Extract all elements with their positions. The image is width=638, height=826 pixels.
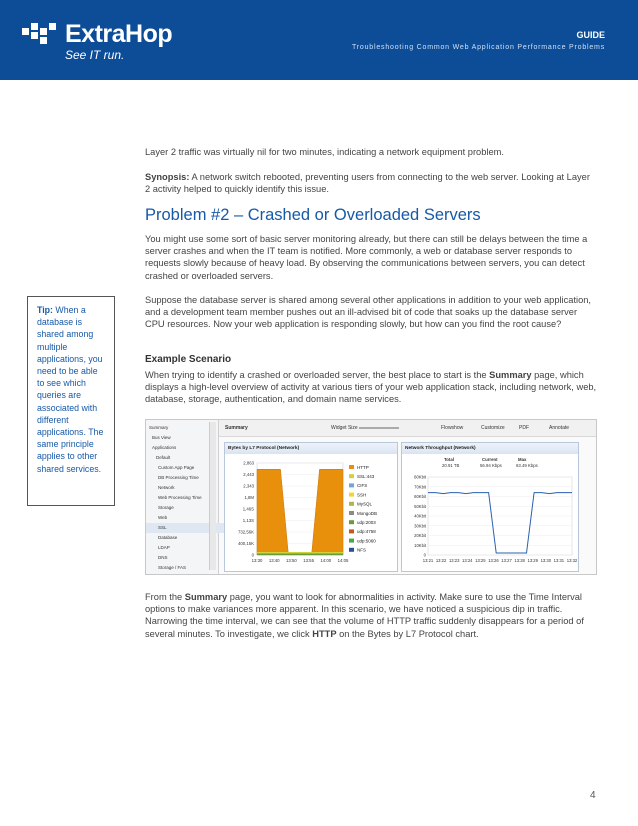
- nav-item-web[interactable]: Web: [158, 515, 168, 520]
- example-scenario-heading: Example Scenario: [145, 354, 232, 365]
- nav-item-ldap[interactable]: LDAP: [158, 545, 170, 550]
- chart1-ytick: 732,56K: [237, 529, 254, 535]
- paragraph-database-shared: Suppose the database server is shared among several other applications in addition to your web application, and a development team member pushes out an ill-advised bit of code that soaks up the database server CPU resources. Now your web application is responding slowly, but how can you find the root cause?: [145, 295, 592, 330]
- network-throughput-chart: [402, 455, 578, 570]
- nav-item-applications[interactable]: Applications: [152, 445, 177, 450]
- chart1-xtick: 14:00: [320, 558, 332, 563]
- network-throughput-panel: [401, 442, 579, 572]
- nav-item-ssl[interactable]: SSL: [146, 523, 228, 533]
- chart1-xtick: 14:05: [337, 558, 349, 563]
- chart1-xtick: 13:55: [303, 558, 314, 563]
- chart1-legend-nfs[interactable]: NFS: [357, 547, 366, 553]
- chart1-legend-swatch: [349, 483, 354, 487]
- chart1-ytick: 1,8M: [244, 495, 254, 500]
- bytes-by-l7-chart: [225, 455, 397, 570]
- chart1-legend-swatch: [349, 465, 354, 469]
- chart1-legend-udp-2003[interactable]: udp:2003: [357, 520, 376, 525]
- page-number: 4: [590, 790, 596, 801]
- chart2-ytick: 50Kbit: [414, 503, 426, 509]
- p5-text-e: on the Bytes by L7 Protocol chart.: [336, 628, 479, 639]
- nav-item-db-processing-time[interactable]: DB Processing Time: [158, 475, 199, 480]
- chart2-xtick: 13:32: [566, 558, 578, 563]
- chart2-xtick: 13:28: [514, 558, 525, 563]
- nav-item-default[interactable]: Default: [156, 455, 171, 460]
- chart2-ytick: 0: [423, 552, 426, 558]
- tip-box: [27, 296, 115, 506]
- nav-item-custom-app-page[interactable]: Custom App Page: [158, 465, 195, 470]
- nav-item-network[interactable]: Network: [158, 485, 175, 490]
- chart1-ytick: 400,15K: [237, 541, 254, 546]
- nav-item-storage-fas[interactable]: Storage / FAS: [158, 565, 187, 570]
- chart1-ytick: 1,13S: [242, 518, 254, 523]
- chart1-xtick: 13:50: [286, 558, 297, 563]
- synopsis-text: A network switch rebooted, preventing users from connecting to the web server. Looking at Layer 2 activity helped to quickly identify this issue.: [145, 172, 590, 195]
- chart1-ytick: 2,863: [243, 460, 254, 466]
- chart1-series-udp: [257, 554, 343, 556]
- paragraph-layer2: Layer 2 traffic was virtually nil for two minutes, indicating a network equipment problem.: [145, 147, 504, 157]
- chart2-ytick: 80Kbit: [414, 474, 426, 480]
- toolbar-link-customize[interactable]: Customize: [481, 425, 505, 431]
- nav-item-summary[interactable]: Summary: [149, 425, 169, 430]
- logo-wordmark: ExtraHop: [65, 20, 173, 48]
- chart1-legend-swatch: [349, 539, 354, 543]
- chart1-ytick: 2,343: [243, 483, 254, 489]
- chart2-xtick: 13:25: [475, 558, 486, 563]
- tip-text: When a database is shared among multiple applications, you need to be able to see which queries are associated with different applications. The same principle applies to other shared services.: [37, 305, 104, 474]
- synopsis-label: Synopsis:: [145, 172, 190, 182]
- chart1-series-ssl: [257, 552, 343, 554]
- widget-size-label: Widget Size: [331, 425, 358, 431]
- toolbar-link-pdf[interactable]: PDF: [519, 425, 529, 431]
- toolbar-link-annotate[interactable]: Annotate: [549, 425, 570, 431]
- chart1-legend-udp-5060[interactable]: udp:5060: [357, 538, 376, 544]
- chart1-legend-ssh[interactable]: SSH: [357, 492, 367, 498]
- stat-current-value: 56.94 Kbps: [480, 463, 502, 468]
- chart1-ytick: 2,443: [243, 472, 254, 477]
- chart1-legend-udp-4758[interactable]: udp:4758: [357, 529, 376, 535]
- chart1-legend-swatch: [349, 520, 354, 524]
- nav-item-web-processing-time[interactable]: Web Processing Time: [158, 495, 202, 500]
- network-throughput-title: Network Throughput (Network): [402, 443, 578, 454]
- nav-item-database[interactable]: Database: [158, 535, 178, 540]
- chart1-legend-ssl-443[interactable]: SSL:443: [357, 474, 375, 479]
- stat-current-label: Current: [482, 457, 498, 462]
- bytes-by-l7-title: Bytes by L7 Protocol (Network): [225, 443, 397, 454]
- problem-heading: Problem #2 – Crashed or Overloaded Servers: [145, 206, 481, 224]
- p4-text-c: page, which displays a high-level overview of activity at various tiers of your web application stack, including network, web, database, storage, authentication, and domain name services.: [145, 370, 597, 405]
- chart1-xtick: 13:30: [251, 558, 263, 563]
- chart2-ytick: 30Kbit: [414, 523, 426, 529]
- chart1-legend-swatch: [349, 502, 354, 506]
- chart2-xtick: 13:23: [448, 558, 460, 563]
- chart1-legend-mysql[interactable]: MySQL: [357, 501, 373, 507]
- chart1-ytick: 0: [251, 552, 254, 558]
- chart1-legend-swatch: [349, 548, 354, 552]
- nav-scrollbar[interactable]: [209, 422, 216, 570]
- logo-mark-icon: [22, 22, 62, 50]
- widget-size-slider[interactable]: [359, 427, 399, 429]
- stat-max-label: Max: [518, 457, 527, 462]
- nav-item-bus-view[interactable]: Bus View: [152, 435, 171, 440]
- paragraph-time-interval: [145, 591, 597, 640]
- logo-tagline: See IT run.: [65, 48, 125, 62]
- chart1-legend-swatch: [349, 474, 354, 478]
- summary-screenshot: [145, 419, 597, 575]
- chart2-ytick: 10Kbit: [414, 542, 426, 548]
- p4-text-a: When trying to identify a crashed or overloaded server, the best place to start is the: [145, 370, 490, 380]
- nav-item-dns[interactable]: DNS: [158, 555, 168, 560]
- chart1-legend-mongodb[interactable]: MongoDB: [357, 510, 378, 516]
- chart2-ytick: 70Kbit: [414, 484, 426, 490]
- chart2-xtick: 13:30: [540, 558, 552, 563]
- toolbar-link-flowshow[interactable]: Flowshow: [441, 425, 464, 431]
- paragraph-synopsis: [145, 171, 597, 195]
- tip-label: Tip:: [37, 305, 53, 315]
- nav-item-storage[interactable]: Storage: [158, 505, 174, 510]
- screenshot-nav: [146, 420, 219, 574]
- http-bold: HTTP: [312, 628, 337, 639]
- chart2-xtick: 13:26: [488, 558, 499, 563]
- chart1-legend-http[interactable]: HTTP: [357, 464, 369, 470]
- chart2-xtick: 13:29: [527, 558, 538, 563]
- p5-text-c: page, you want to look for abnormalities in activity. Make sure to use the Time Interval options to make variances more apparent. In this scenario, we have noticed a suspicious dip in traffic. Narrowing the time interval, we can see that the volume of HTTP traffic suddenly disappears for a period of several minutes. To investigate, we click: [145, 592, 584, 639]
- chart2-ytick: 60Kbit: [414, 494, 426, 499]
- stat-max-value: 63.49 Kbps: [516, 463, 538, 468]
- stat-total-value: 20.91 TB: [442, 463, 460, 468]
- stat-total-label: Total: [444, 457, 454, 462]
- chart2-xtick: 13:27: [501, 558, 512, 563]
- bytes-by-l7-panel: [224, 442, 398, 572]
- toolbar-title: Summary: [225, 425, 248, 431]
- chart2-xtick: 13:21: [422, 558, 434, 563]
- chart2-ytick: 20Kbit: [414, 533, 426, 538]
- chart2-xtick: 13:31: [553, 558, 565, 563]
- chart1-ytick: 1,46S: [242, 506, 254, 512]
- screenshot-toolbar: [219, 420, 596, 437]
- summary-bold: Summary: [489, 370, 532, 380]
- chart1-legend-swatch: [349, 511, 354, 515]
- chart1-legend-swatch: [349, 493, 354, 497]
- chart1-xtick: 13:40: [268, 558, 280, 563]
- chart2-ytick: 40Kbit: [414, 513, 426, 519]
- p5-text-a: From the: [145, 592, 185, 602]
- paragraph-monitoring: You might use some sort of basic server monitoring already, but there can still be delays between the time a server crashes and when the IT team is notified. More commonly, a web or database server responds to requests slowly because of heavy load. By observing the communications between servers, you can detect crashed or overloaded servers.: [145, 234, 588, 281]
- extrahop-logo: [22, 20, 173, 62]
- guide-subtitle: Troubleshooting Common Web Application Performance Problems: [351, 44, 605, 51]
- header-bar: [0, 0, 638, 80]
- paragraph-summary-intro: [145, 369, 597, 406]
- chart1-legend-cifs[interactable]: CIFS: [357, 483, 368, 489]
- summary-bold-2: Summary: [184, 592, 228, 602]
- chart2-xtick: 13:24: [462, 558, 473, 563]
- chart1-legend-swatch: [349, 529, 354, 533]
- guide-label: GUIDE: [576, 30, 605, 40]
- chart2-xtick: 13:22: [435, 558, 447, 563]
